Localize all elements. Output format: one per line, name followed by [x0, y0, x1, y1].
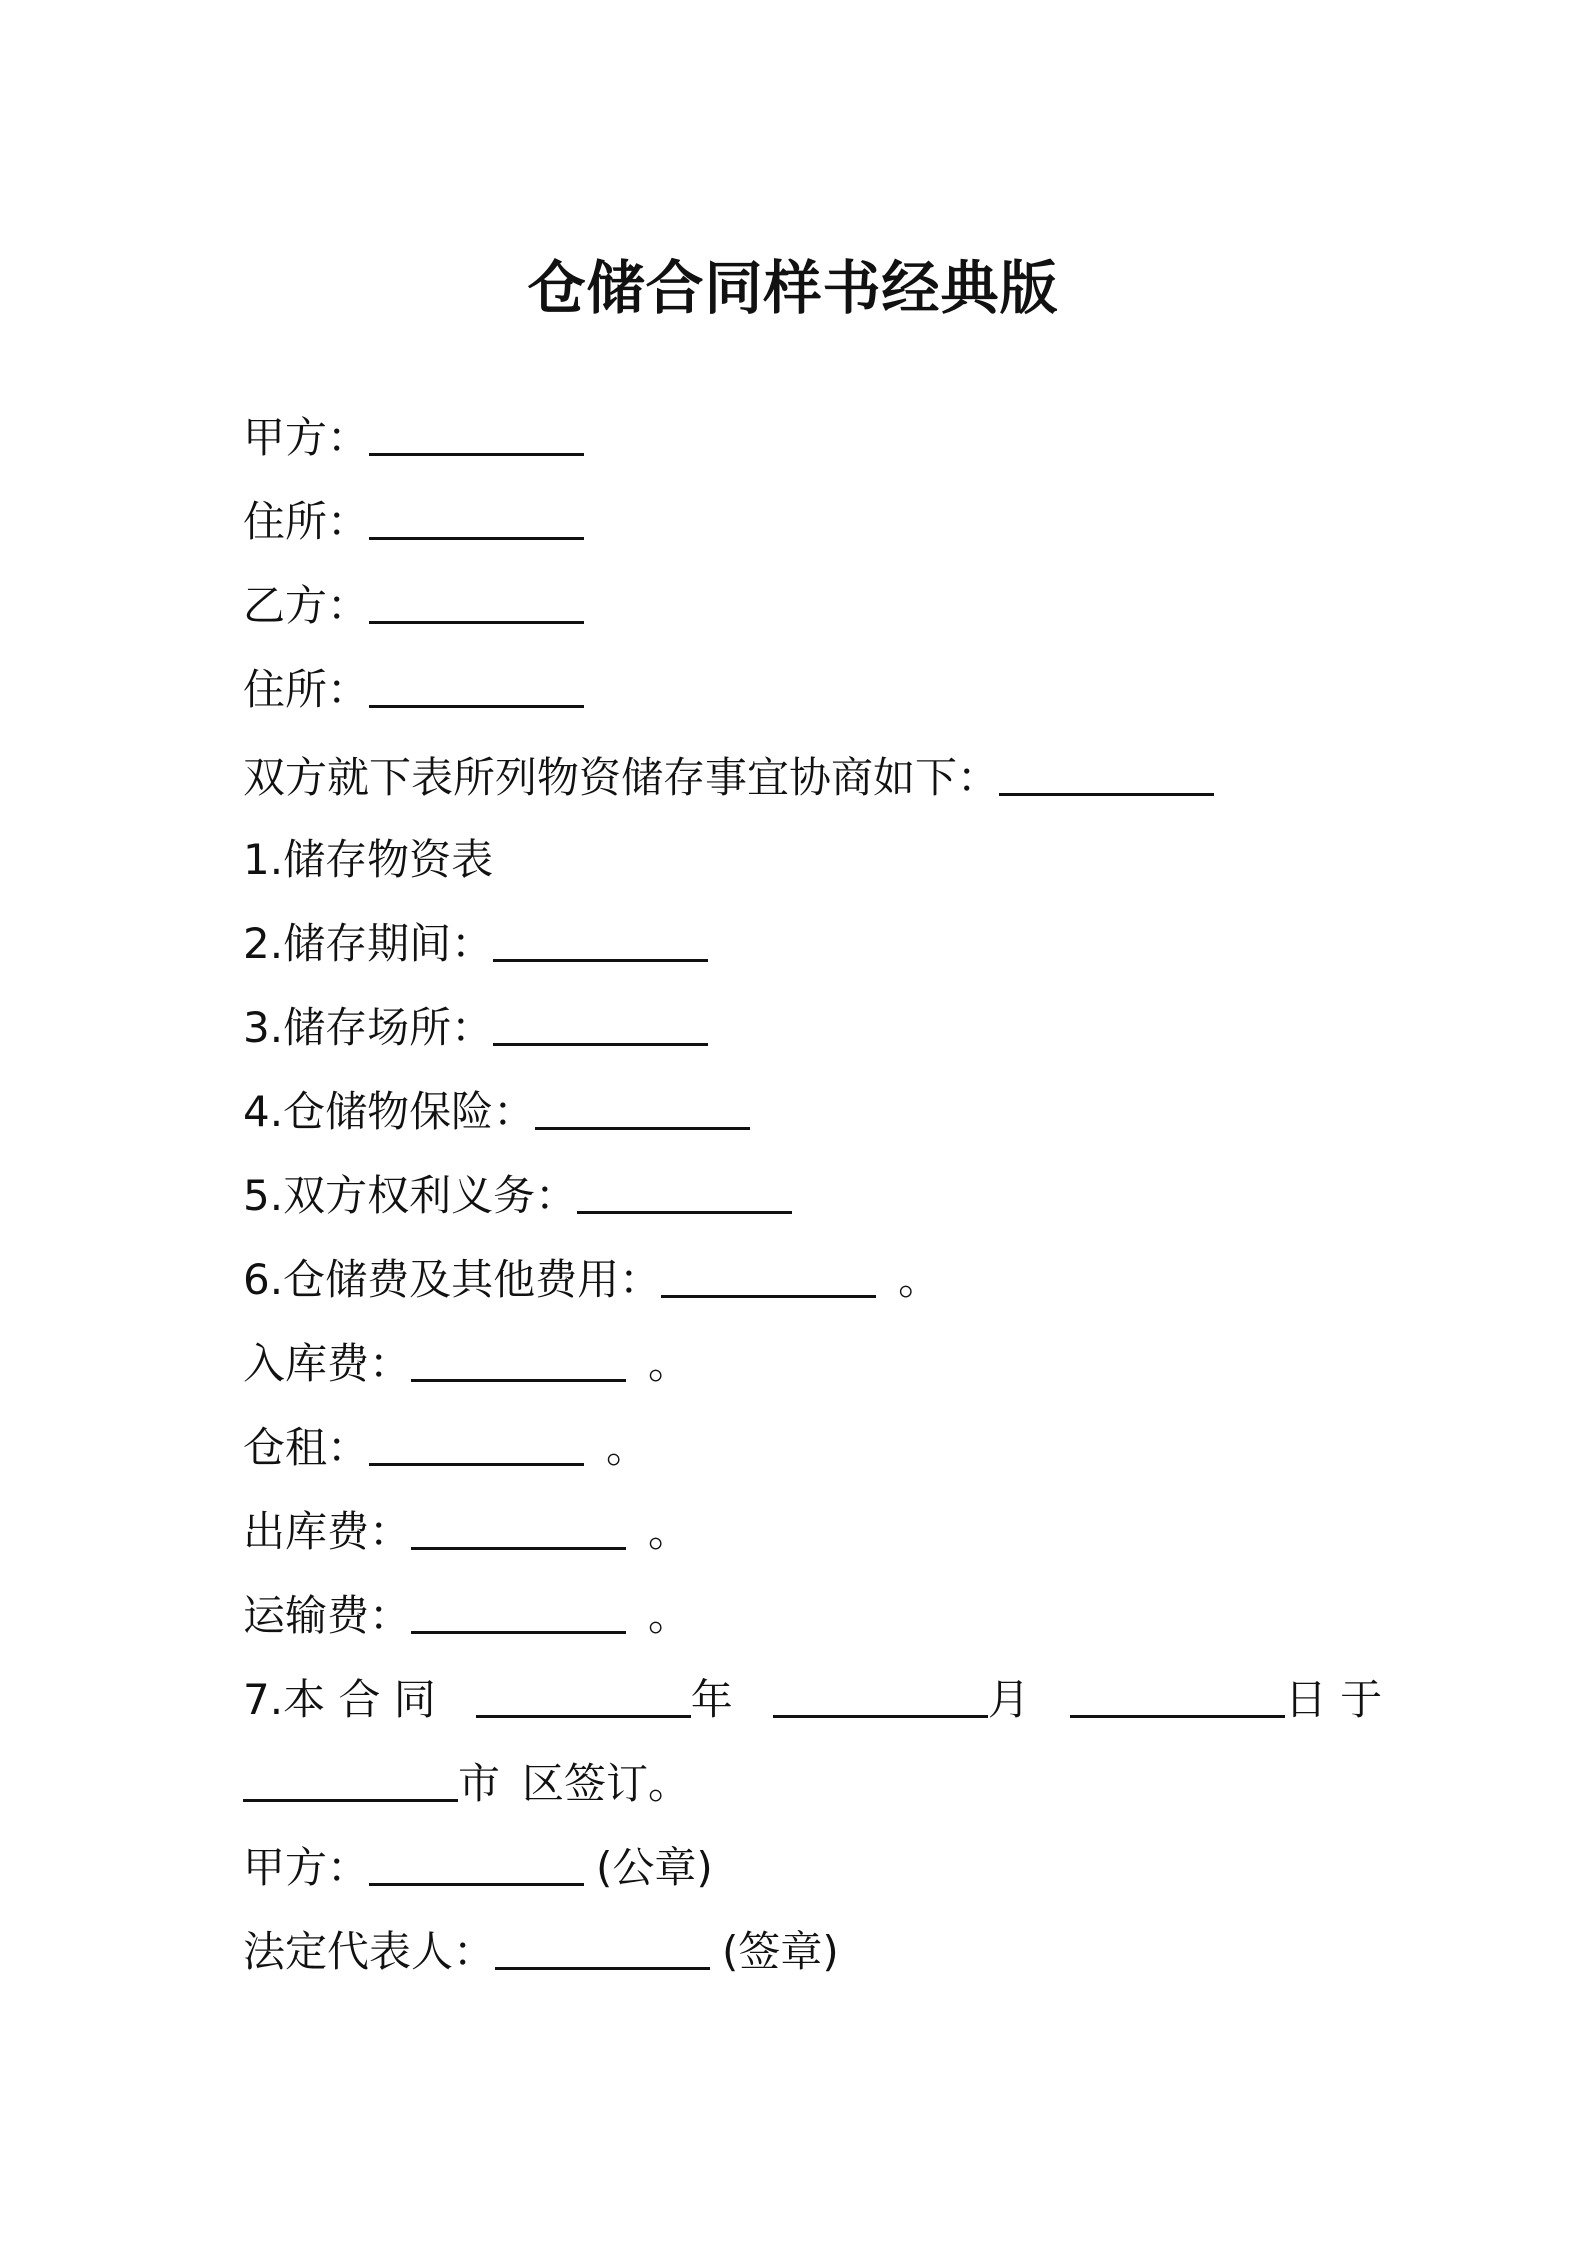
intro-line — [243, 748, 1214, 808]
day-blank[interactable] — [1070, 1671, 1285, 1718]
month-label: 月 — [987, 1675, 1030, 1724]
item6-line — [243, 1250, 940, 1310]
item3-label: 3.储存场所： — [243, 1003, 494, 1052]
legal-rep-label: 法定代表人： — [243, 1927, 496, 1976]
item2-label: 2.储存期间： — [243, 919, 494, 968]
legal-rep-line — [243, 1922, 839, 1982]
party-a-label: 甲方： — [243, 413, 370, 462]
signature-party-a-label: 甲方： — [243, 1843, 370, 1892]
party-b-line — [243, 576, 584, 636]
outbound-fee-blank[interactable] — [411, 1503, 626, 1550]
transport-fee-blank[interactable] — [411, 1587, 626, 1634]
item2-blank[interactable] — [493, 915, 708, 962]
item4-blank[interactable] — [535, 1083, 750, 1130]
legal-rep-blank[interactable] — [495, 1923, 710, 1970]
intro-blank[interactable] — [999, 749, 1214, 796]
rent-label: 仓租： — [243, 1423, 370, 1472]
item4-line — [243, 1082, 750, 1142]
signature-party-a-line — [243, 1838, 713, 1898]
address-b-line — [243, 660, 584, 720]
district-signed-label: 区签订。 — [522, 1759, 691, 1808]
address-a-blank[interactable] — [369, 493, 584, 540]
item3-blank[interactable] — [493, 999, 708, 1046]
outbound-fee-line — [243, 1502, 690, 1562]
inbound-fee-label: 入库费： — [243, 1339, 412, 1388]
rent-period: 。 — [606, 1423, 649, 1472]
outbound-fee-label: 出库费： — [243, 1507, 412, 1556]
item2-line — [243, 914, 708, 974]
address-a-label: 住所： — [243, 497, 370, 546]
item5-label: 5.双方权利义务： — [243, 1171, 578, 1220]
page-title: 仓储合同样书经典版 — [527, 254, 1059, 322]
signature-party-a-blank[interactable] — [369, 1839, 584, 1886]
party-a-blank[interactable] — [369, 409, 584, 456]
item6-label: 6.仓储费及其他费用： — [243, 1255, 662, 1304]
transport-fee-line — [243, 1586, 690, 1646]
rent-blank[interactable] — [369, 1419, 584, 1466]
party-a-line — [243, 408, 584, 468]
month-blank[interactable] — [773, 1671, 988, 1718]
item3-line — [243, 998, 708, 1058]
city-blank[interactable] — [243, 1755, 458, 1802]
year-label: 年 — [690, 1675, 733, 1724]
inbound-fee-period: 。 — [648, 1339, 691, 1388]
outbound-fee-period: 。 — [648, 1507, 691, 1556]
item6-blank[interactable] — [661, 1251, 876, 1298]
rent-line — [243, 1418, 648, 1478]
address-b-blank[interactable] — [369, 661, 584, 708]
legal-rep-seal-label: (签章) — [722, 1927, 839, 1976]
inbound-fee-line — [243, 1334, 690, 1394]
item1-label: 1.储存物资表 — [243, 835, 494, 884]
party-b-blank[interactable] — [369, 577, 584, 624]
party-a-seal-label: (公章) — [596, 1843, 713, 1892]
transport-fee-period: 。 — [648, 1591, 691, 1640]
year-blank[interactable] — [476, 1671, 691, 1718]
intro-label: 双方就下表所列物资储存事宜协商如下： — [243, 753, 1000, 802]
address-b-label: 住所： — [243, 665, 370, 714]
day-at-label: 日 于 — [1284, 1675, 1383, 1724]
item5-blank[interactable] — [577, 1167, 792, 1214]
transport-fee-label: 运输费： — [243, 1591, 412, 1640]
item1-line — [243, 830, 493, 890]
city-label: 市 — [458, 1759, 501, 1808]
inbound-fee-blank[interactable] — [411, 1335, 626, 1382]
item4-label: 4.仓储物保险： — [243, 1087, 536, 1136]
signing-line-2 — [243, 1754, 690, 1814]
item6-period: 。 — [898, 1255, 941, 1304]
address-a-line — [243, 492, 584, 552]
signing-line-1 — [243, 1670, 1382, 1730]
party-b-label: 乙方： — [243, 581, 370, 630]
signing-prefix: 7.本 合 同 — [243, 1675, 436, 1724]
item5-line — [243, 1166, 792, 1226]
